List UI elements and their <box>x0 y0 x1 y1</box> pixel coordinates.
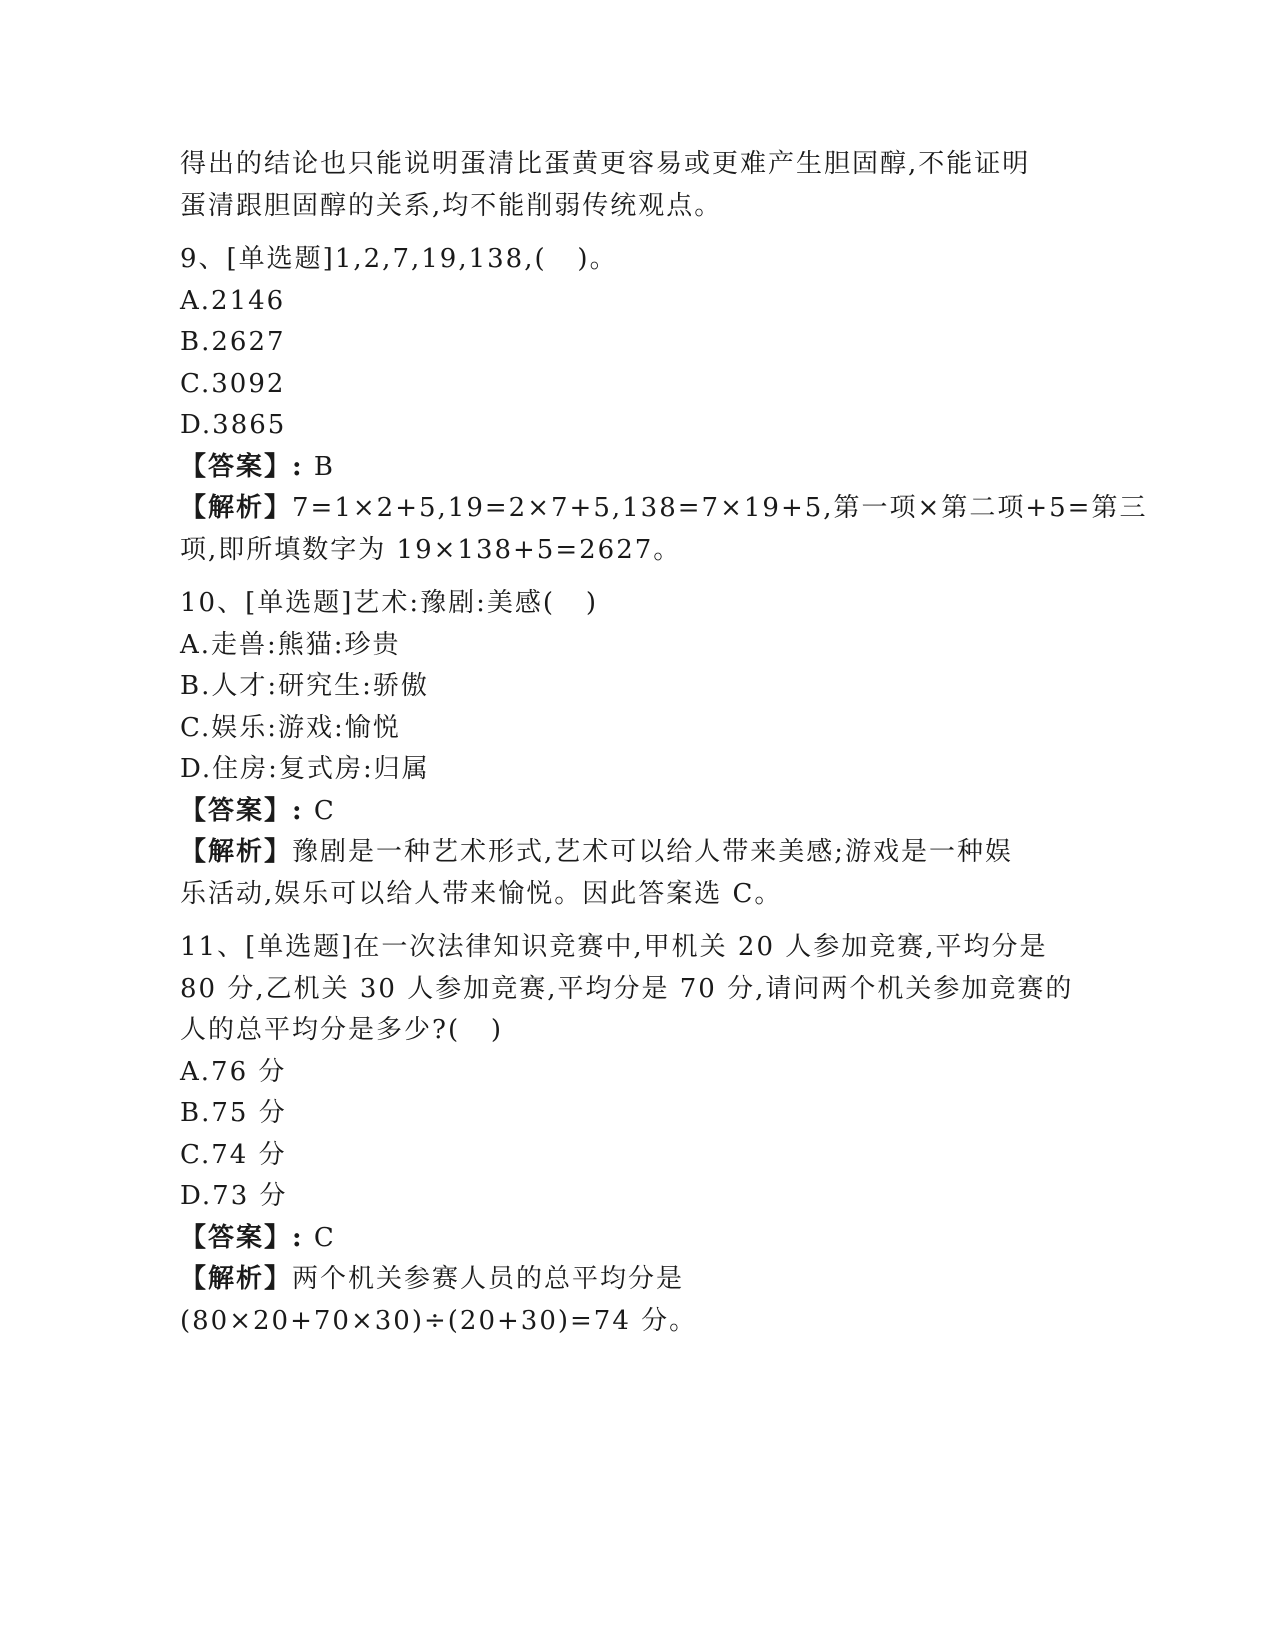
option-d: D.73 分 <box>180 1181 288 1211</box>
answer-value: C <box>313 795 336 826</box>
analysis-line <box>180 488 1148 530</box>
option-b: B.人才:研究生:骄傲 <box>180 671 429 701</box>
question-stem: 80 分,乙机关 30 人参加竞赛,平均分是 70 分,请问两个机关参加竞赛的 <box>180 973 1074 1004</box>
analysis-line: 项,即所填数字为 19×138+5=2627。 <box>180 534 682 565</box>
analysis-text: 7=1×2+5,19=2×7+5,138=7×19+5,第一项×第二项+5=第三 <box>292 493 1148 523</box>
option-c: C.3092 <box>180 368 286 399</box>
analysis-line: (80×20+70×30)÷(20+30)=74 分。 <box>180 1305 698 1336</box>
answer-separator: : <box>292 795 304 826</box>
analysis-text: 两个机关参赛人员的总平均分是 <box>292 1264 685 1294</box>
analysis-line <box>180 1259 1060 1301</box>
question-stem: 11、[单选题]在一次法律知识竞赛中,甲机关 20 人参加竞赛,平均分是 <box>180 932 1048 962</box>
option-a: A.2146 <box>180 285 286 316</box>
answer-separator: : <box>292 1222 304 1253</box>
question-stem: 10、[单选题]艺术:豫剧:美感( ) <box>180 588 598 618</box>
analysis-line <box>180 832 1060 874</box>
answer-line <box>180 447 1060 489</box>
intro-line: 蛋清跟胆固醇的关系,均不能削弱传统观点。 <box>180 190 723 221</box>
option-a: A.走兽:熊猫:珍贵 <box>180 629 401 660</box>
option-c: C.74 分 <box>180 1139 287 1170</box>
option-b: B.2627 <box>180 327 286 357</box>
analysis-text: 豫剧是一种艺术形式,艺术可以给人带来美感;游戏是一种娱 <box>292 837 1014 867</box>
answer-label: 【答案】 <box>180 795 293 826</box>
analysis-label: 【解析】 <box>180 837 293 867</box>
question-stem: 人的总平均分是多少?( ) <box>180 1015 504 1045</box>
question-10 <box>180 583 1060 915</box>
answer-line <box>180 1218 1060 1260</box>
document-page <box>180 144 1148 1342</box>
analysis-line: 乐活动,娱乐可以给人带来愉悦。因此答案选 C。 <box>180 878 783 909</box>
question-stem: 9、[单选题]1,2,7,19,138,( )。 <box>180 244 618 274</box>
answer-label: 【答案】 <box>180 1222 293 1253</box>
answer-value: C <box>313 1222 336 1253</box>
answer-value: B <box>313 451 335 482</box>
option-c: C.娱乐:游戏:愉悦 <box>180 712 401 743</box>
answer-separator: : <box>292 451 304 482</box>
analysis-label: 【解析】 <box>180 493 293 523</box>
intro-line: 得出的结论也只能说明蛋清比蛋黄更容易或更难产生胆固醇,不能证明 <box>180 149 1031 179</box>
option-b: B.75 分 <box>180 1098 287 1128</box>
question-11 <box>180 927 1074 1342</box>
intro-paragraph <box>180 144 1060 227</box>
answer-line <box>180 791 1060 833</box>
answer-label: 【答案】 <box>180 451 293 482</box>
analysis-label: 【解析】 <box>180 1264 293 1294</box>
option-a: A.76 分 <box>180 1056 287 1087</box>
option-d: D.3865 <box>180 410 287 440</box>
question-9 <box>180 239 1148 571</box>
option-d: D.住房:复式房:归属 <box>180 754 430 784</box>
